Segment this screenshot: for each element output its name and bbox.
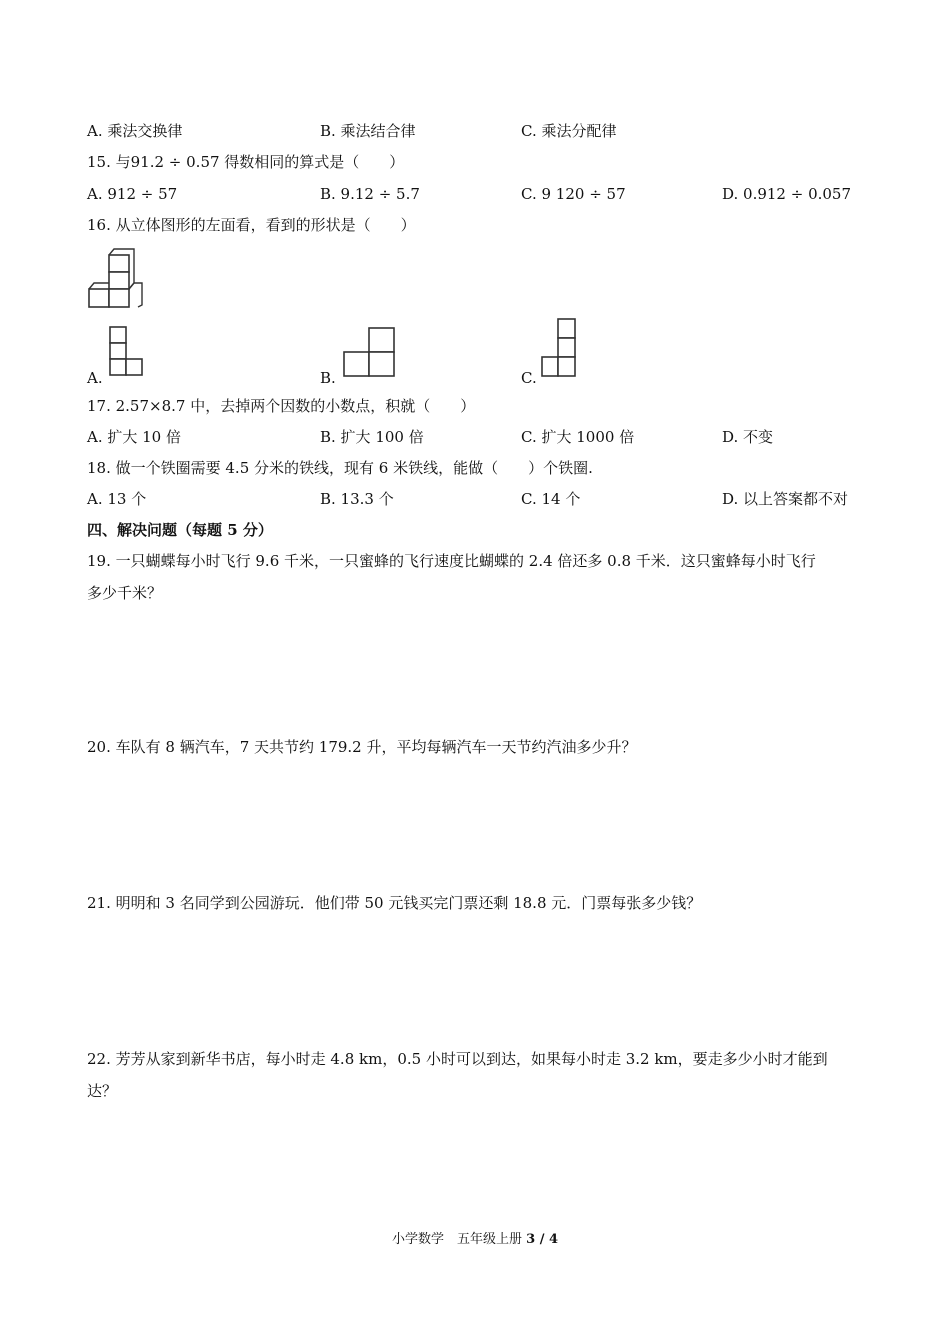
- footer-page-number: 3 / 4: [526, 1232, 559, 1247]
- q19-line-1: 19. 一只蝴蝶每小时飞行 9.6 千米，一只蜜蜂的飞行速度比蝴蝶的 2.4 倍还多 0.8 千米．这只蜜蜂每小时飞行: [87, 552, 816, 570]
- q16-option-c: C.: [521, 369, 537, 387]
- q16-stem: 16. 从立体图形的左面看，看到的形状是（ ）: [87, 216, 416, 234]
- q15-option-a: A. 912 ÷ 57: [87, 185, 178, 203]
- q14-option-b: B. 乘法结合律: [320, 122, 416, 140]
- q18-option-b: B. 13.3 个: [320, 490, 394, 508]
- q18-option-c: C. 14 个: [521, 490, 581, 508]
- cube-stack: [89, 249, 142, 307]
- q17-stem: 17. 2.57×8.7 中，去掉两个因数的小数点，积就（ ）: [87, 397, 476, 415]
- q17-option-c: C. 扩大 1000 倍: [521, 428, 635, 446]
- q15-option-d: D. 0.912 ÷ 0.057: [722, 185, 852, 203]
- q18-option-d: D. 以上答案都不对: [722, 490, 849, 508]
- q15-stem: 15. 与91.2 ÷ 0.57 得数相同的算式是（ ）: [87, 153, 405, 171]
- q16-option-a-shape: [109, 326, 145, 378]
- footer-subject: 小学数学 五年级上册: [391, 1232, 522, 1247]
- q18-stem: 18. 做一个铁圈需要 4.5 分米的铁线，现有 6 米铁线，能做（ ）个铁圈.: [87, 459, 593, 477]
- q16-solid-figure: [86, 243, 148, 309]
- page-footer: [0, 1228, 950, 1247]
- q16-option-c-shape: [541, 318, 581, 380]
- q17-option-d: D. 不变: [722, 428, 774, 446]
- q18-option-a: A. 13 个: [87, 490, 147, 508]
- q16-option-b: B.: [320, 369, 336, 387]
- q17-option-a: A. 扩大 10 倍: [87, 428, 181, 446]
- q16-option-a: A.: [87, 369, 103, 387]
- q15-option-b: B. 9.12 ÷ 5.7: [320, 185, 420, 203]
- q14-option-a: A. 乘法交换律: [87, 122, 183, 140]
- q22-line-2: 达？: [87, 1082, 118, 1100]
- q22-line-1: 22. 芳芳从家到新华书店，每小时走 4.8 km，0.5 小时可以到达，如果每小时走 3.2 km，要走多少小时才能到: [87, 1050, 828, 1068]
- q16-option-b-shape: [343, 327, 397, 379]
- q20-text: 20. 车队有 8 辆汽车，7 天共节约 179.2 升，平均每辆汽车一天节约汽油多少升？: [87, 738, 637, 756]
- q21-text: 21. 明明和 3 名同学到公园游玩．他们带 50 元钱买完门票还剩 18.8 元．门票每张多少钱？: [87, 894, 702, 912]
- q15-option-c: C. 9 120 ÷ 57: [521, 185, 626, 203]
- q14-option-c: C. 乘法分配律: [521, 122, 617, 140]
- section-4-title: 四、解决问题（每题 5 分）: [87, 521, 273, 539]
- q19-line-2: 多少千米？: [87, 584, 163, 602]
- q17-option-b: B. 扩大 100 倍: [320, 428, 424, 446]
